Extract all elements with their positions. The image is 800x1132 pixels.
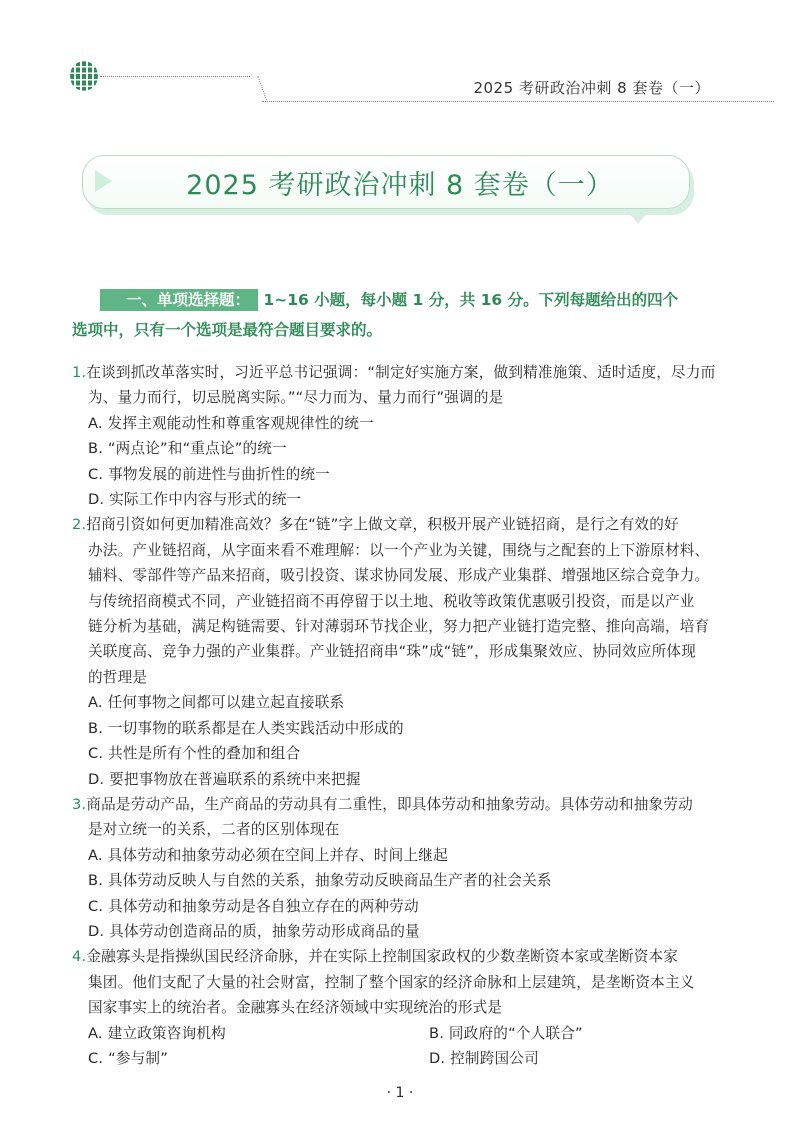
question-stem-text: 集团。他们支配了大量的社会财富，控制了整个国家的经济命脉和上层建筑，是垄断资本主义 — [88, 973, 695, 991]
question-stem-line — [72, 589, 782, 614]
answer-option[interactable]: A. 建立政策咨询机构 — [88, 1024, 226, 1042]
answer-option[interactable]: A. 任何事物之间都可以建立起直接联系 — [88, 694, 345, 712]
section-instructions: 选项中，只有一个选项是最符合题目要求的。 — [72, 321, 383, 339]
answer-option[interactable]: C. “参与制” — [88, 1049, 168, 1067]
answer-option[interactable]: A. 发挥主观能动性和尊重客观规律性的统一 — [88, 414, 374, 432]
question-stem-line — [72, 944, 782, 969]
question-stem-line — [72, 665, 782, 690]
answer-option[interactable]: D. 实际工作中内容与形式的统一 — [88, 491, 302, 509]
page-number: · 1 · — [386, 1085, 414, 1101]
header-divider — [245, 76, 267, 102]
question-list — [72, 360, 782, 1071]
question-number: 4. — [72, 948, 87, 966]
section-heading — [72, 285, 782, 345]
question-number: 2. — [72, 516, 87, 534]
question-stem-line — [72, 563, 782, 588]
answer-option[interactable]: C. 具体劳动和抽象劳动是各自独立存在的两种劳动 — [88, 897, 419, 915]
answer-option[interactable]: D. 具体劳动创造商品的质，抽象劳动形成商品的量 — [88, 922, 420, 940]
question-stem-text: 招商引资如何更加精准高效？多在“链”字上做文章，积极开展产业链招商，是行之有效的好 — [86, 516, 679, 534]
question-stem-text: 链分析为基础，满足构链需要、针对薄弱环节找企业，努力把产业链打造完整、推向高端，培育 — [88, 618, 710, 636]
answer-option[interactable]: C. 事物发展的前进性与曲折性的统一 — [88, 465, 330, 483]
answer-option[interactable]: A. 具体劳动和抽象劳动必须在空间上并存、时间上继起 — [88, 846, 448, 864]
answer-option[interactable]: B. 一切事物的联系都是在人类实践活动中形成的 — [88, 719, 404, 737]
option-row — [72, 1021, 782, 1046]
question-stem-text: 是对立统一的关系，二者的区别体现在 — [88, 821, 340, 839]
question-stem-text: 与传统招商模式不同，产业链招商不再停留于以土地、税收等政策优惠吸引投资，而是以产业 — [88, 592, 695, 610]
question-stem-line — [72, 538, 782, 563]
question-stem-line — [72, 614, 782, 639]
question — [72, 944, 782, 1071]
section-tag: 一、单项选择题： — [100, 289, 258, 311]
header-divider — [100, 76, 250, 77]
globe-grid-icon — [70, 60, 98, 92]
section-instructions: 1~16 小题，每小题 1 分，共 16 分。下列每题给出的四个 — [263, 291, 679, 309]
question-stem-text: 辅料、零部件等产品来招商，吸引投资、谋求协同发展、形成产业集群、增强地区综合竞争力。 — [88, 567, 710, 585]
question-stem-text: 商品是劳动产品，生产商品的劳动具有二重性，即具体劳动和抽象劳动。具体劳动和抽象劳动 — [86, 795, 693, 813]
question-stem-text: 在谈到抓改革落实时，习近平总书记强调：“制定好实施方案，做到精准施策、适时适度，尽力而 — [86, 364, 716, 381]
question — [72, 792, 782, 944]
question — [72, 512, 782, 791]
question-stem-line — [72, 970, 782, 995]
question-stem-text: 金融寡头是指操纵国民经济命脉，并在实际上控制国家政权的少数垄断资本家或垄断资本家 — [86, 948, 679, 966]
running-header: 2025 考研政治冲刺 8 套卷（一） — [473, 79, 710, 97]
question-stem-line — [72, 995, 782, 1020]
question-stem-line — [72, 817, 782, 842]
question-stem-line — [72, 792, 782, 817]
header-divider — [262, 101, 774, 102]
question-stem-text: 的哲理是 — [88, 668, 148, 686]
question-stem-line — [72, 360, 782, 385]
question-number: 3. — [72, 795, 87, 813]
page-title: 2025 考研政治冲刺 8 套卷（一） — [186, 170, 614, 201]
answer-option[interactable]: D. 控制跨国公司 — [429, 1049, 539, 1067]
question-stem-line — [72, 512, 782, 537]
question-number: 1. — [72, 364, 87, 381]
answer-option[interactable]: B. 同政府的“个人联合” — [429, 1024, 583, 1042]
question-stem-text: 国家事实上的统治者。金融寡头在经济领域中实现统治的形式是 — [88, 999, 503, 1017]
question-stem-line — [72, 385, 782, 410]
question-stem-line — [72, 639, 782, 664]
question-stem-text: 办法。产业链招商，从字面来看不难理解：以一个产业为关键，围绕与之配套的上下游原材料、 — [88, 541, 710, 559]
question-stem-text: 为、量力而行，切忌脱离实际。”“尽力而为、量力而行”强调的是 — [88, 389, 504, 407]
title-banner-tail — [628, 212, 648, 224]
question — [72, 360, 782, 512]
answer-option[interactable]: C. 共性是所有个性的叠加和组合 — [88, 745, 301, 763]
question-stem-text: 关联度高、竞争力强的产业集群。产业链招商串“珠”成“链”，形成集聚效应、协同效应所体现 — [88, 643, 697, 661]
answer-option[interactable]: B. “两点论”和“重点论”的统一 — [88, 440, 287, 458]
option-row — [72, 1046, 782, 1071]
answer-option[interactable]: B. 具体劳动反映人与自然的关系，抽象劳动反映商品生产者的社会关系 — [88, 872, 552, 890]
answer-option[interactable]: D. 要把事物放在普遍联系的系统中来把握 — [88, 770, 361, 788]
